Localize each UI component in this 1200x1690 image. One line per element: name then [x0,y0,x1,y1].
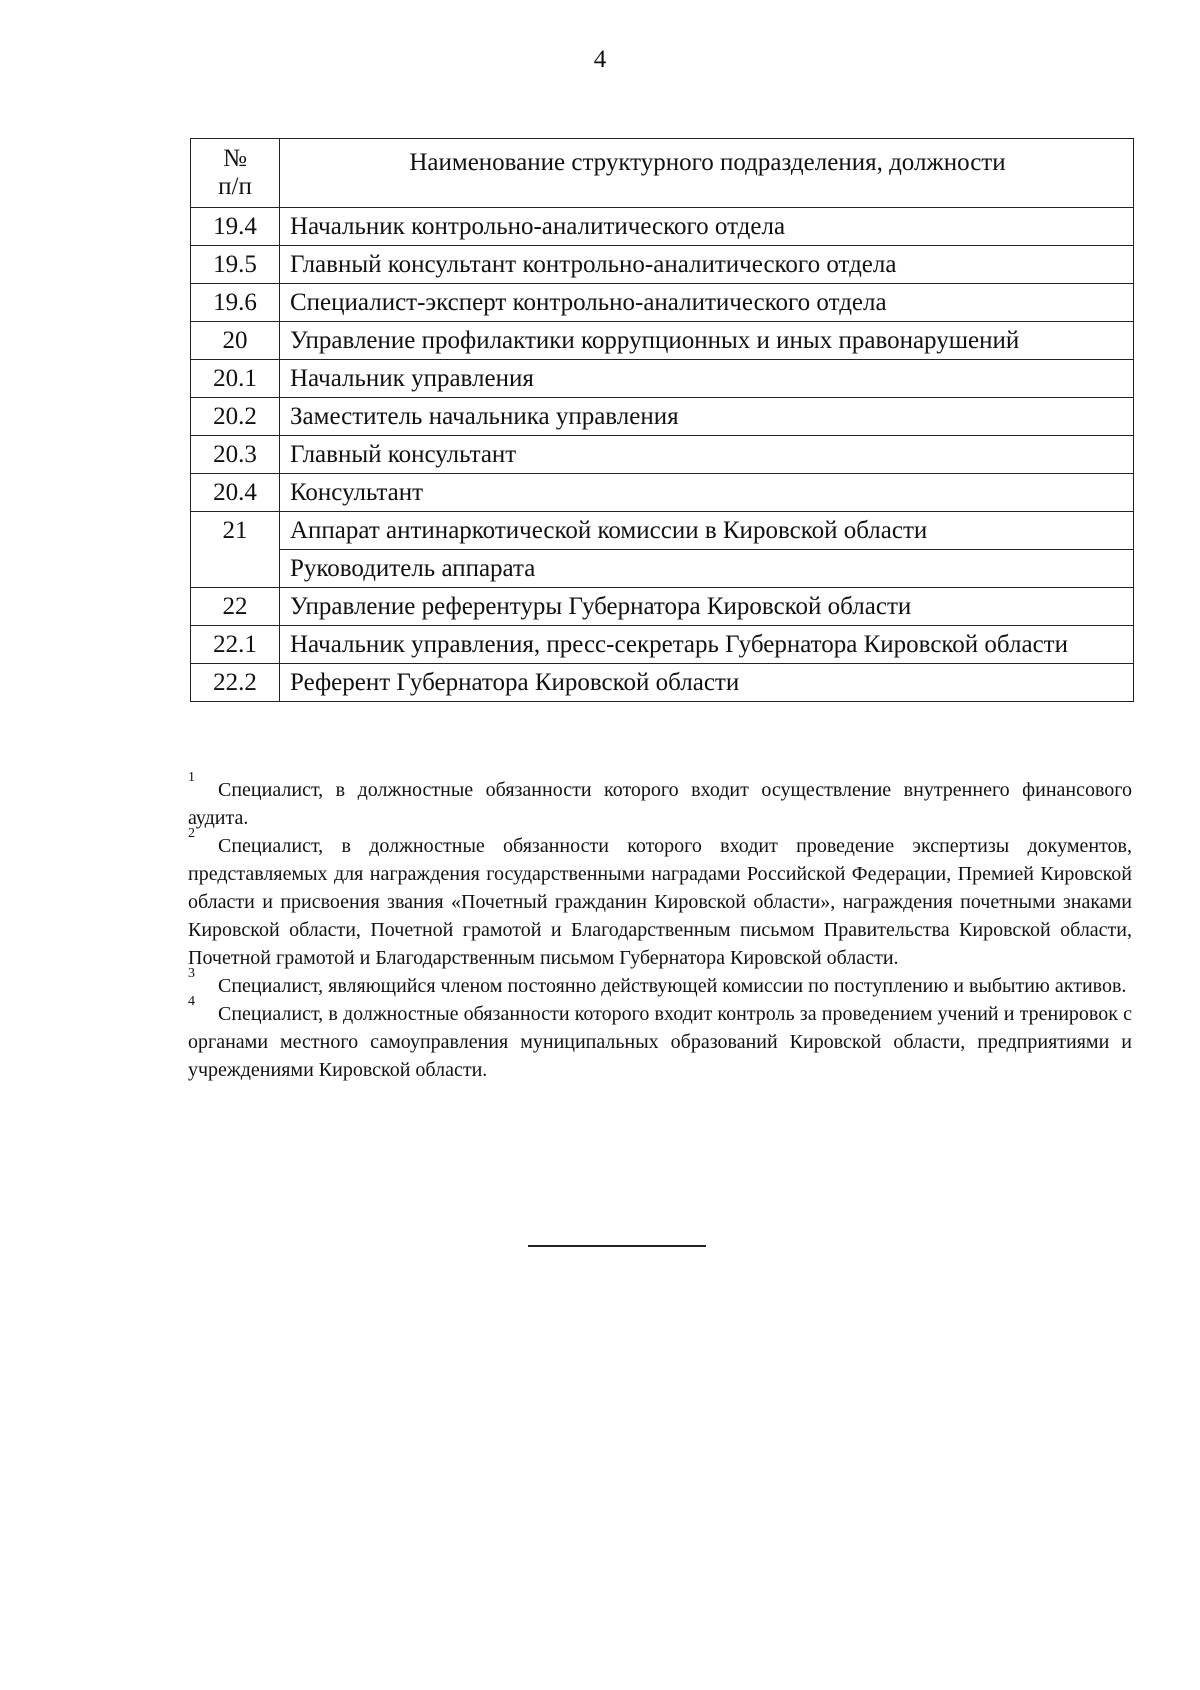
row-number: 20.2 [191,398,280,436]
row-number: 19.4 [191,208,280,246]
table-row [191,208,1134,246]
row-name: Специалист-эксперт контрольно-аналитического отдела [280,284,1134,322]
footnote-mark: 1 [188,770,195,785]
column-header-number-line2: п/п [218,173,252,200]
row-number: 20 [191,322,280,360]
row-name: Консультант [280,474,1134,512]
table-row [191,626,1134,664]
footnote [188,966,1132,1000]
row-number: 20.1 [191,360,280,398]
row-number: 20.4 [191,474,280,512]
row-name: Аппарат антинаркотической комиссии в Кировской области [280,512,1134,550]
footnote-mark: 2 [188,826,195,841]
row-number: 22 [191,588,280,626]
footnote-text: Специалист, в должностные обязанности которого входит проведение экспертизы документов, представляемых для награждения государственными наградами Российской Федерации, Премией Кировской области и присвоения звания «Почетный гражданин Кировской области», награждения почетными знаками Кировской области, Почетной грамотой и Благодарственным письмом Правительства Кировской области, Почетной грамотой и Благодарственным письмом Губернатора Кировской области. [188,835,1132,969]
row-number: 20.3 [191,436,280,474]
row-name: Начальник контрольно-аналитического отдела [280,208,1134,246]
row-number: 19.5 [191,246,280,284]
table-header-row [191,139,1134,208]
table-row [191,550,1134,588]
footnote [188,826,1132,972]
table-row [191,398,1134,436]
column-header-number [191,139,280,208]
row-name: Референт Губернатора Кировской области [280,664,1134,702]
table-row [191,588,1134,626]
table-row [191,322,1134,360]
row-name: Начальник управления [280,360,1134,398]
footnote-text: Специалист, в должностные обязанности которого входит контроль за проведением учений и тренировок с органами местного самоуправления муниципальных образований Кировской области, предприятиями и учреждениями Кировской области. [188,1003,1132,1081]
footnote-text: Специалист, в должностные обязанности которого входит осуществление внутреннего финансового аудита. [188,779,1132,829]
row-name: Управление профилактики коррупционных и иных правонарушений [280,322,1134,360]
footnote-mark: 3 [188,966,195,981]
row-number: 22.2 [191,664,280,702]
end-divider [528,1245,706,1247]
row-name: Главный консультант контрольно-аналитического отдела [280,246,1134,284]
row-name: Руководитель аппарата [280,550,1134,588]
table-row [191,360,1134,398]
row-number: 21 [191,512,280,588]
table-row [191,246,1134,284]
footnote-text: Специалист, являющийся членом постоянно действующей комиссии по поступлению и выбытию активов. [218,975,1127,997]
table-row [191,512,1134,550]
row-name: Главный консультант [280,436,1134,474]
footnotes [188,770,1132,1084]
footnote [188,770,1132,832]
row-name: Управление референтуры Губернатора Кировской области [280,588,1134,626]
page-number: 4 [593,46,607,73]
column-header-name: Наименование структурного подразделения, должности [280,139,1134,208]
table-row [191,284,1134,322]
row-name: Заместитель начальника управления [280,398,1134,436]
positions-table [190,138,1134,702]
column-header-number-line1: № [223,145,247,172]
row-number: 22.1 [191,626,280,664]
table-row [191,474,1134,512]
table-row [191,436,1134,474]
table-row [191,664,1134,702]
footnote [188,994,1132,1084]
footnote-mark: 4 [188,994,195,1009]
row-number: 19.6 [191,284,280,322]
row-name: Начальник управления, пресс-секретарь Губернатора Кировской области [280,626,1134,664]
